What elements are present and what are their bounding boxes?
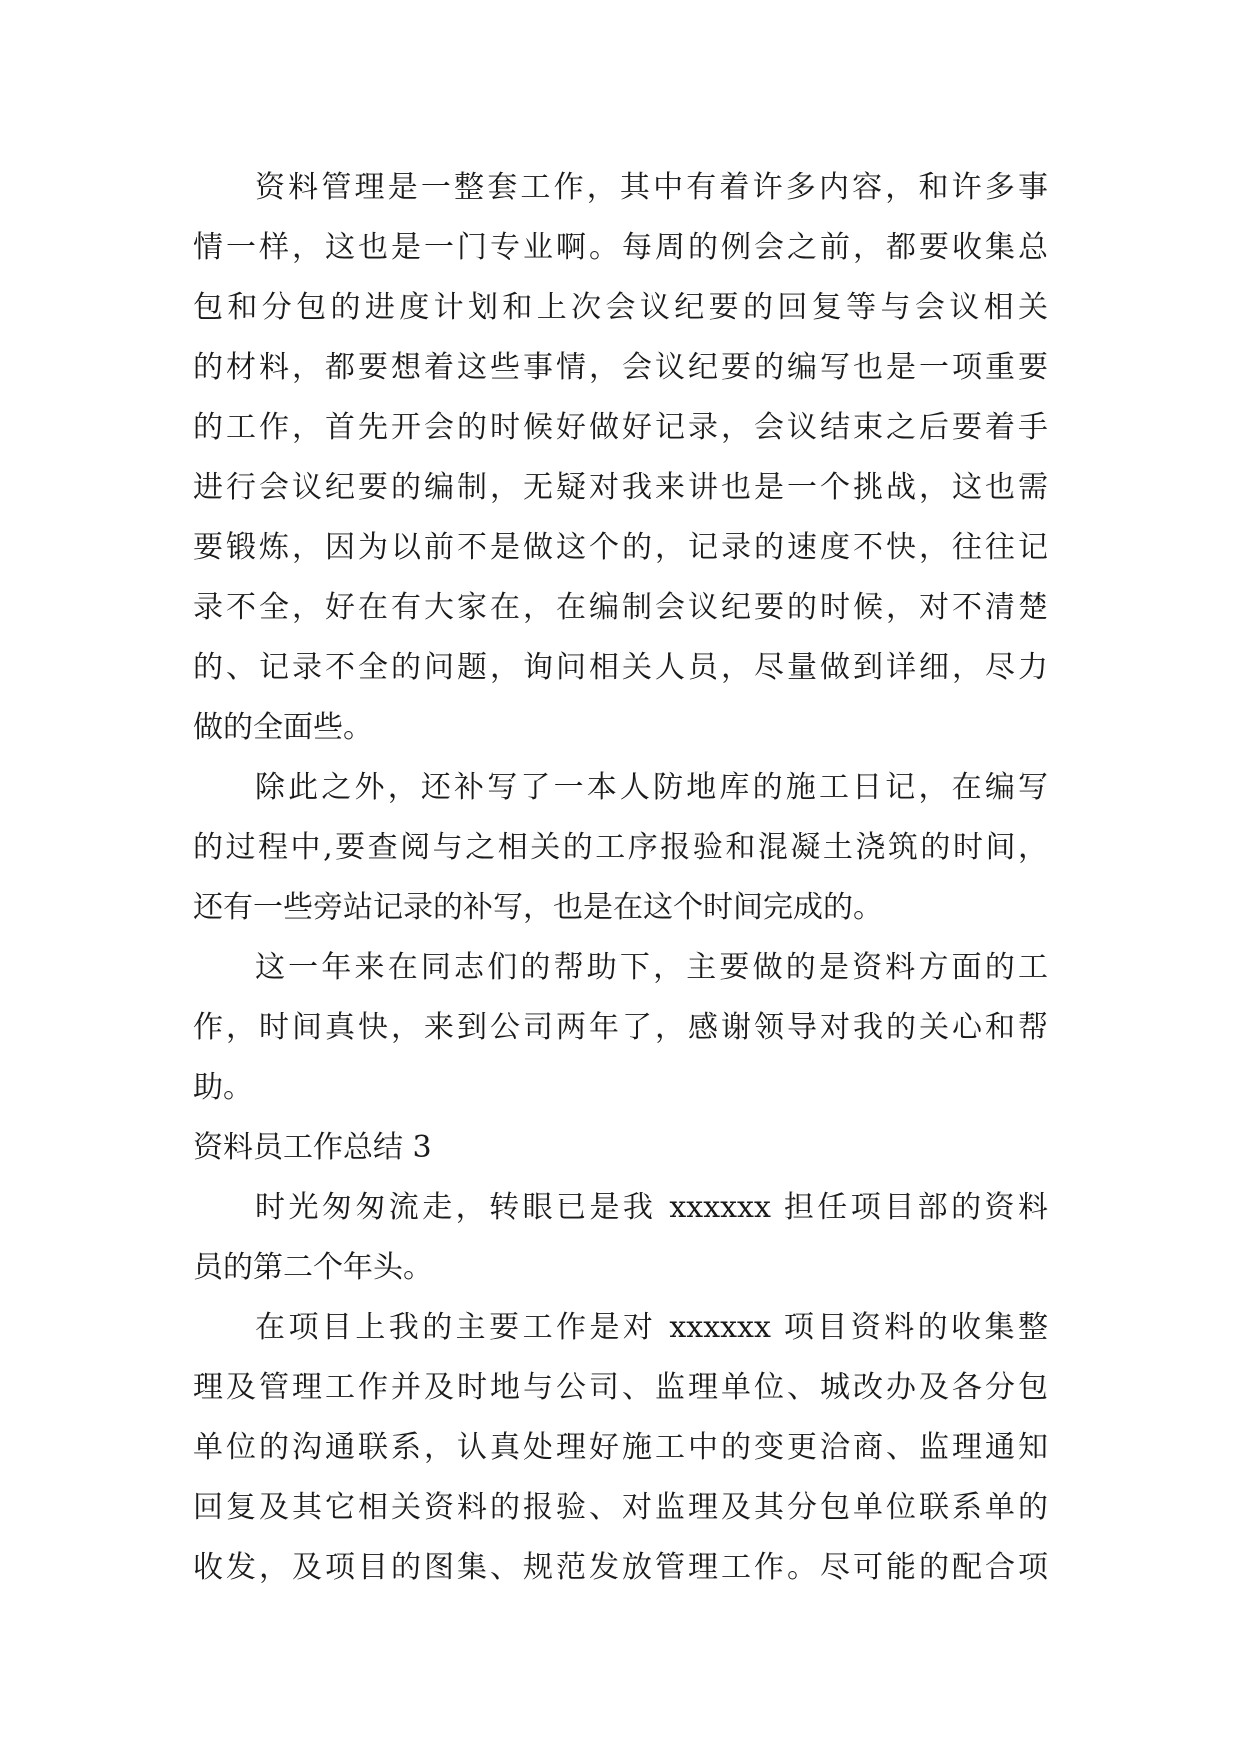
paragraph-line: 在项目上我的主要工作是对 xxxxxx 项目资料的收集整 xyxy=(255,1310,1048,1345)
section-heading: 资料员工作总结 3 xyxy=(193,1130,432,1165)
paragraph-line: 作，时间真快，来到公司两年了，感谢领导对我的关心和帮 xyxy=(193,1010,1048,1045)
paragraph-line: 单位的沟通联系，认真处理好施工中的变更洽商、监理通知 xyxy=(193,1430,1048,1465)
paragraph-line: 时光匆匆流走，转眼已是我 xxxxxx 担任项目部的资料 xyxy=(255,1190,1048,1225)
paragraph-line: 还有一些旁站记录的补写，也是在这个时间完成的。 xyxy=(193,890,883,925)
paragraph-line: 的过程中,要查阅与之相关的工序报验和混凝土浇筑的时间， xyxy=(193,830,1048,865)
paragraph-line: 做的全面些。 xyxy=(193,710,373,745)
paragraph-line: 员的第二个年头。 xyxy=(193,1250,433,1285)
paragraph-line: 这一年来在同志们的帮助下，主要做的是资料方面的工 xyxy=(255,950,1048,985)
paragraph-line: 包和分包的进度计划和上次会议纪要的回复等与会议相关 xyxy=(193,290,1048,325)
paragraph-line: 回复及其它相关资料的报验、对监理及其分包单位联系单的 xyxy=(193,1490,1048,1525)
paragraph-line: 的、记录不全的问题，询问相关人员，尽量做到详细，尽力 xyxy=(193,650,1048,685)
paragraph-line: 助。 xyxy=(193,1070,253,1105)
paragraph-line: 录不全，好在有大家在，在编制会议纪要的时候，对不清楚 xyxy=(193,590,1048,625)
document-page xyxy=(193,158,1048,1598)
paragraph-line: 进行会议纪要的编制，无疑对我来讲也是一个挑战，这也需 xyxy=(193,470,1048,505)
paragraph-line: 的工作，首先开会的时候好做好记录，会议结束之后要着手 xyxy=(193,410,1048,445)
paragraph-line: 理及管理工作并及时地与公司、监理单位、城改办及各分包 xyxy=(193,1370,1048,1405)
paragraph-line: 除此之外，还补写了一本人防地库的施工日记，在编写 xyxy=(255,770,1048,805)
paragraph-line: 的材料，都要想着这些事情，会议纪要的编写也是一项重要 xyxy=(193,350,1048,385)
paragraph-line: 要锻炼，因为以前不是做这个的，记录的速度不快，往往记 xyxy=(193,530,1048,565)
paragraph-line: 收发，及项目的图集、规范发放管理工作。尽可能的配合项 xyxy=(193,1550,1048,1585)
paragraph-line: 情一样，这也是一门专业啊。每周的例会之前，都要收集总 xyxy=(193,230,1048,265)
paragraph-line: 资料管理是一整套工作，其中有着许多内容，和许多事 xyxy=(255,170,1048,205)
